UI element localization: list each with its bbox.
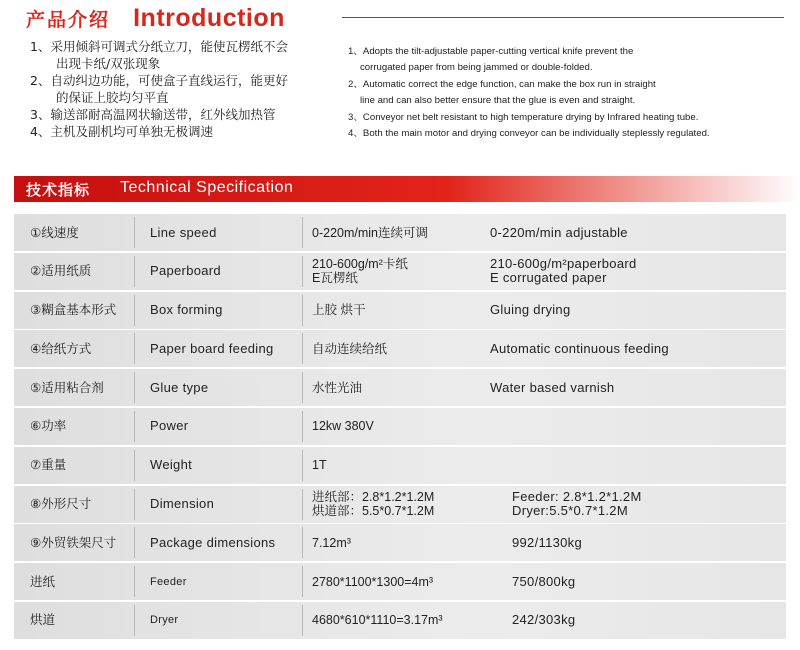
intro-title-en: Introduction bbox=[133, 4, 285, 32]
spec-row-feeder bbox=[14, 563, 786, 600]
spec-label-en: Paper board feeding bbox=[150, 340, 274, 356]
spec-value-cn: 烘道部：5.5*0.7*1.2M bbox=[312, 504, 435, 519]
spec-value-cn: 210-600g/m²卡纸 bbox=[312, 257, 408, 272]
row-divider bbox=[134, 411, 135, 442]
spec-value: 12kw 380V bbox=[312, 419, 374, 434]
intro-cn-item: 1、采用倾斜可调式分纸立刀，能使瓦楞纸不会 bbox=[30, 39, 288, 54]
spec-label-cn: ②适用纸质 bbox=[30, 263, 92, 279]
row-divider bbox=[134, 372, 135, 403]
spec-value-en: Automatic continuous feeding bbox=[490, 340, 669, 356]
spec-value-en: Gluing drying bbox=[490, 302, 571, 318]
spec-value: 4680*610*1110=3.17m³ bbox=[312, 613, 443, 628]
spec-label-cn: ⑤适用粘合剂 bbox=[30, 379, 104, 395]
spec-value-en: Feeder: 2.8*1.2*1.2M bbox=[512, 489, 642, 505]
spec-label-cn: 进纸 bbox=[30, 573, 56, 589]
row-divider bbox=[134, 256, 135, 287]
spec-label-en: Line speed bbox=[150, 224, 217, 240]
intro-cn-item: 2、自动纠边功能，可使盒子直线运行，能更好 bbox=[30, 73, 288, 88]
spec-title-cn: 技术指标 bbox=[26, 181, 91, 199]
spec-label-en: Box forming bbox=[150, 302, 223, 318]
intro-cn-item: 的保证上胶均匀平直 bbox=[56, 90, 169, 105]
spec-label-cn: ③糊盒基本形式 bbox=[30, 302, 117, 318]
spec-label-en: Power bbox=[150, 418, 189, 434]
intro-en-item: 2、Automatic correct the edge function, can make the box run in straight bbox=[348, 78, 656, 90]
spec-table bbox=[14, 214, 786, 641]
spec-value: 242/303kg bbox=[512, 612, 576, 628]
row-divider bbox=[302, 217, 303, 248]
spec-label-en: Glue type bbox=[150, 379, 209, 395]
spec-row-line-speed bbox=[14, 214, 786, 251]
spec-value-cn: 进纸部：2.8*1.2*1.2M bbox=[312, 490, 435, 505]
intro-en-item: 3、Conveyor net belt resistant to high temperature drying by Infrared heating tube. bbox=[348, 111, 699, 123]
spec-value: 992/1130kg bbox=[512, 534, 582, 550]
row-divider bbox=[302, 527, 303, 558]
spec-label-cn: ⑧外形尺寸 bbox=[30, 496, 92, 512]
intro-divider bbox=[342, 17, 784, 18]
spec-value: 7.12m³ bbox=[312, 535, 351, 550]
intro-list-en bbox=[348, 44, 788, 142]
spec-value-en: Water based varnish bbox=[490, 379, 615, 395]
spec-label-cn: ①线速度 bbox=[30, 224, 79, 240]
spec-label-en: Paperboard bbox=[150, 263, 221, 279]
row-divider bbox=[134, 217, 135, 248]
spec-label-cn: ⑦重量 bbox=[30, 457, 67, 473]
intro-header bbox=[26, 4, 285, 34]
row-divider bbox=[134, 605, 135, 636]
spec-row-package bbox=[14, 524, 786, 561]
row-divider bbox=[134, 333, 135, 364]
row-divider bbox=[134, 295, 135, 326]
spec-value-cn: 0-220m/min连续可调 bbox=[312, 225, 428, 240]
spec-row-paperboard bbox=[14, 253, 786, 290]
intro-cn-item: 4、主机及副机均可单独无极调速 bbox=[30, 124, 213, 139]
intro-cn-item: 出现卡纸/双张现象 bbox=[56, 56, 161, 71]
intro-list-cn bbox=[30, 38, 342, 140]
spec-title-en: Technical Specification bbox=[120, 179, 294, 196]
row-divider bbox=[302, 450, 303, 481]
spec-value: 1T bbox=[312, 458, 327, 473]
row-divider bbox=[134, 489, 135, 520]
row-divider bbox=[302, 605, 303, 636]
row-divider bbox=[302, 566, 303, 597]
spec-label-cn: 烘道 bbox=[30, 612, 56, 628]
intro-cn-item: 3、输送部耐高温网状输送带，红外线加热管 bbox=[30, 107, 276, 122]
spec-value-cn: E瓦楞纸 bbox=[312, 271, 358, 286]
spec-value: 750/800kg bbox=[512, 573, 576, 589]
spec-row-power bbox=[14, 408, 786, 445]
row-divider bbox=[134, 450, 135, 481]
spec-label-en: Weight bbox=[150, 457, 193, 473]
row-divider bbox=[134, 527, 135, 558]
spec-label-en: Dimension bbox=[150, 496, 215, 512]
intro-en-item: 4、Both the main motor and drying conveyor can be individually steplessly regulated. bbox=[348, 128, 710, 140]
spec-row-dimension bbox=[14, 486, 786, 523]
spec-header-bar bbox=[14, 176, 800, 202]
spec-value-cn: 水性光油 bbox=[312, 380, 363, 395]
spec-row-glue-type bbox=[14, 369, 786, 406]
intro-title-cn: 产品介绍 bbox=[26, 9, 111, 31]
intro-en-item: corrugated paper from being jammed or double-folded. bbox=[360, 62, 593, 74]
spec-label-cn: ⑥功率 bbox=[30, 418, 67, 434]
row-divider bbox=[134, 566, 135, 597]
spec-value-en: 0-220m/min adjustable bbox=[490, 224, 628, 240]
spec-value-en: Dryer:5.5*0.7*1.2M bbox=[512, 503, 628, 519]
spec-label-cn: ④给纸方式 bbox=[30, 340, 92, 356]
intro-en-item: line and can also better ensure that the glue is even and straight. bbox=[360, 95, 636, 107]
row-divider bbox=[302, 333, 303, 364]
row-divider bbox=[302, 372, 303, 403]
spec-value-cn: 自动连续给纸 bbox=[312, 341, 388, 356]
row-divider bbox=[302, 411, 303, 442]
spec-value-cn: 上胶 烘干 bbox=[312, 303, 366, 318]
spec-row-box-forming bbox=[14, 292, 786, 329]
spec-label-en: Dryer bbox=[150, 614, 179, 627]
spec-label-en: Feeder bbox=[150, 575, 187, 588]
spec-row-dryer bbox=[14, 602, 786, 639]
row-divider bbox=[302, 256, 303, 287]
row-divider bbox=[302, 489, 303, 520]
spec-value-en: 210-600g/m²paperboard bbox=[490, 256, 637, 272]
spec-label-cn: ⑨外贸铁架尺寸 bbox=[30, 534, 117, 550]
row-divider bbox=[302, 295, 303, 326]
spec-row-weight bbox=[14, 447, 786, 484]
spec-value: 2780*1100*1300=4m³ bbox=[312, 574, 434, 589]
spec-label-en: Package dimensions bbox=[150, 534, 276, 550]
intro-en-item: 1、Adopts the tilt-adjustable paper-cutting vertical knife prevent the bbox=[348, 46, 634, 57]
spec-value-en: E corrugated paper bbox=[490, 270, 607, 286]
spec-row-feeding bbox=[14, 330, 786, 367]
